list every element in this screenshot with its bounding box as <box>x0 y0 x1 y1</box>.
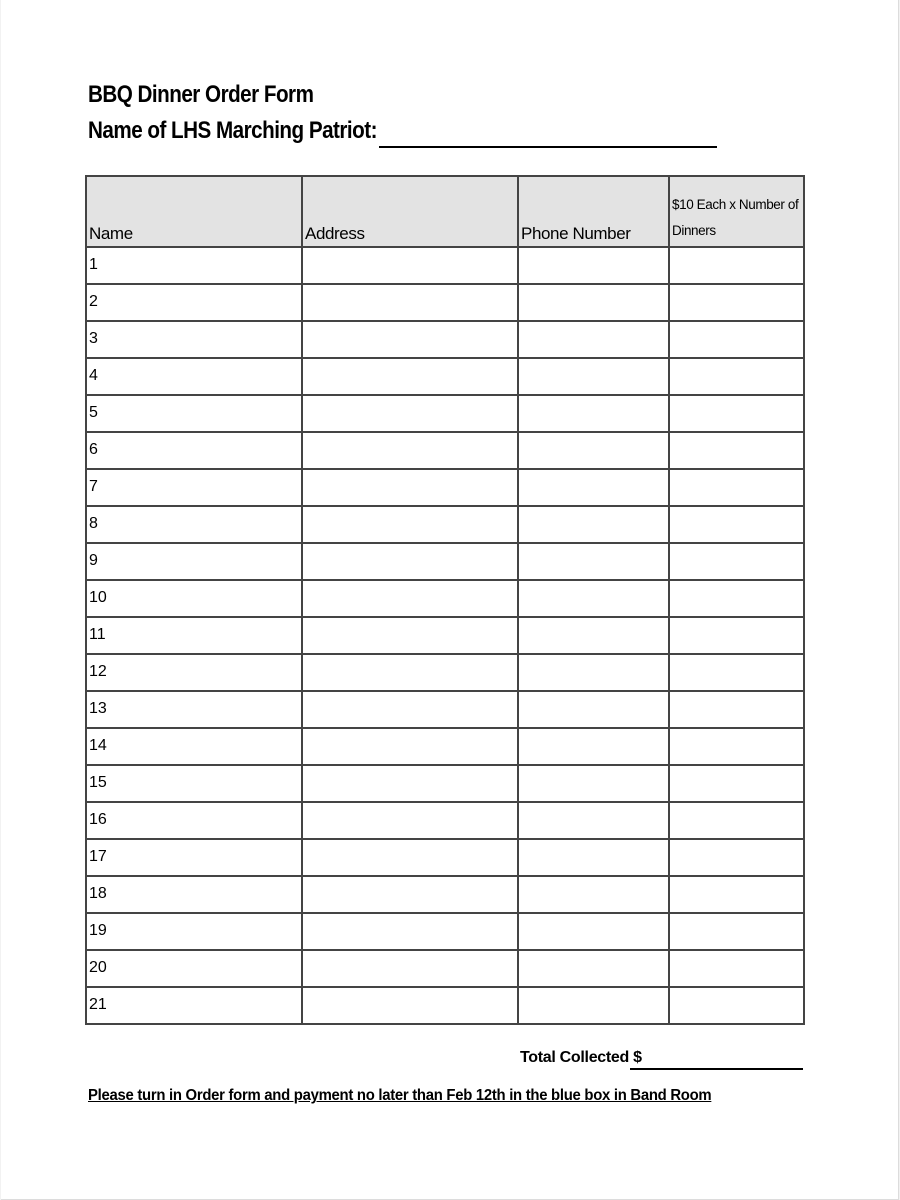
phone-number-cell[interactable] <box>518 617 669 654</box>
dinners-cell[interactable] <box>669 358 804 395</box>
row-number: 8 <box>86 506 302 543</box>
table-row <box>86 543 804 580</box>
address-cell[interactable] <box>302 321 518 358</box>
address-cell[interactable] <box>302 765 518 802</box>
address-cell[interactable] <box>302 987 518 1024</box>
row-number: 10 <box>86 580 302 617</box>
dinners-cell[interactable] <box>669 506 804 543</box>
phone-number-cell[interactable] <box>518 432 669 469</box>
table-row <box>86 913 804 950</box>
phone-number-cell[interactable] <box>518 950 669 987</box>
dinners-cell[interactable] <box>669 950 804 987</box>
table-row <box>86 654 804 691</box>
dinners-cell[interactable] <box>669 728 804 765</box>
dinners-cell[interactable] <box>669 765 804 802</box>
header-address: Address <box>302 176 518 247</box>
phone-number-cell[interactable] <box>518 284 669 321</box>
table-row <box>86 432 804 469</box>
row-number: 12 <box>86 654 302 691</box>
table-row <box>86 395 804 432</box>
table-row <box>86 839 804 876</box>
phone-number-cell[interactable] <box>518 728 669 765</box>
dinners-cell[interactable] <box>669 839 804 876</box>
table-row <box>86 691 804 728</box>
address-cell[interactable] <box>302 802 518 839</box>
table-row <box>86 358 804 395</box>
row-number: 4 <box>86 358 302 395</box>
address-cell[interactable] <box>302 876 518 913</box>
row-number: 3 <box>86 321 302 358</box>
patriot-name-label: Name of LHS Marching Patriot: <box>88 117 377 144</box>
phone-number-cell[interactable] <box>518 876 669 913</box>
row-number: 18 <box>86 876 302 913</box>
dinners-cell[interactable] <box>669 543 804 580</box>
phone-number-cell[interactable] <box>518 247 669 284</box>
address-cell[interactable] <box>302 839 518 876</box>
dinners-cell[interactable] <box>669 654 804 691</box>
phone-number-cell[interactable] <box>518 580 669 617</box>
turn-in-notice: Please turn in Order form and payment no later than Feb 12th in the blue box in Band Room <box>88 1087 712 1104</box>
row-number: 1 <box>86 247 302 284</box>
table-row <box>86 506 804 543</box>
total-collected-label: Total Collected $ <box>520 1049 642 1066</box>
row-number: 21 <box>86 987 302 1024</box>
table-row <box>86 617 804 654</box>
table-row <box>86 728 804 765</box>
dinners-cell[interactable] <box>669 987 804 1024</box>
header-dinners-count: $10 Each x Number of Dinners <box>669 176 804 247</box>
dinners-cell[interactable] <box>669 691 804 728</box>
dinners-cell[interactable] <box>669 876 804 913</box>
dinners-cell[interactable] <box>669 284 804 321</box>
total-collected-blank-line <box>630 1068 803 1070</box>
header-name: Name <box>86 176 302 247</box>
table-row <box>86 580 804 617</box>
dinners-cell[interactable] <box>669 469 804 506</box>
address-cell[interactable] <box>302 432 518 469</box>
address-cell[interactable] <box>302 950 518 987</box>
row-number: 11 <box>86 617 302 654</box>
patriot-name-blank-line <box>379 146 717 148</box>
row-number: 14 <box>86 728 302 765</box>
row-number: 16 <box>86 802 302 839</box>
row-number: 6 <box>86 432 302 469</box>
phone-number-cell[interactable] <box>518 765 669 802</box>
order-table-header-row <box>86 176 804 247</box>
row-number: 13 <box>86 691 302 728</box>
table-row <box>86 284 804 321</box>
dinners-cell[interactable] <box>669 395 804 432</box>
row-number: 2 <box>86 284 302 321</box>
address-cell[interactable] <box>302 358 518 395</box>
address-cell[interactable] <box>302 543 518 580</box>
dinners-cell[interactable] <box>669 913 804 950</box>
phone-number-cell[interactable] <box>518 802 669 839</box>
row-number: 20 <box>86 950 302 987</box>
row-number: 19 <box>86 913 302 950</box>
phone-number-cell[interactable] <box>518 654 669 691</box>
table-row <box>86 765 804 802</box>
header-phone-number: Phone Number <box>518 176 669 247</box>
address-cell[interactable] <box>302 654 518 691</box>
phone-number-cell[interactable] <box>518 358 669 395</box>
table-row <box>86 950 804 987</box>
phone-number-cell[interactable] <box>518 506 669 543</box>
address-cell[interactable] <box>302 728 518 765</box>
dinners-cell[interactable] <box>669 321 804 358</box>
dinners-cell[interactable] <box>669 802 804 839</box>
table-row <box>86 876 804 913</box>
row-number: 15 <box>86 765 302 802</box>
address-cell[interactable] <box>302 913 518 950</box>
dinners-cell[interactable] <box>669 580 804 617</box>
phone-number-cell[interactable] <box>518 839 669 876</box>
form-title: BBQ Dinner Order Form <box>88 81 314 108</box>
order-table-body <box>86 247 804 1024</box>
phone-number-cell[interactable] <box>518 395 669 432</box>
order-table <box>85 175 805 1025</box>
address-cell[interactable] <box>302 506 518 543</box>
document-page <box>1 0 899 1200</box>
table-row <box>86 469 804 506</box>
dinners-cell[interactable] <box>669 247 804 284</box>
address-cell[interactable] <box>302 284 518 321</box>
phone-number-cell[interactable] <box>518 913 669 950</box>
address-cell[interactable] <box>302 247 518 284</box>
phone-number-cell[interactable] <box>518 691 669 728</box>
phone-number-cell[interactable] <box>518 987 669 1024</box>
address-cell[interactable] <box>302 617 518 654</box>
table-row <box>86 802 804 839</box>
table-row <box>86 321 804 358</box>
phone-number-cell[interactable] <box>518 543 669 580</box>
dinners-cell[interactable] <box>669 432 804 469</box>
address-cell[interactable] <box>302 395 518 432</box>
phone-number-cell[interactable] <box>518 469 669 506</box>
dinners-cell[interactable] <box>669 617 804 654</box>
table-row <box>86 247 804 284</box>
phone-number-cell[interactable] <box>518 321 669 358</box>
address-cell[interactable] <box>302 580 518 617</box>
address-cell[interactable] <box>302 469 518 506</box>
address-cell[interactable] <box>302 691 518 728</box>
table-row <box>86 987 804 1024</box>
row-number: 7 <box>86 469 302 506</box>
row-number: 17 <box>86 839 302 876</box>
row-number: 9 <box>86 543 302 580</box>
row-number: 5 <box>86 395 302 432</box>
